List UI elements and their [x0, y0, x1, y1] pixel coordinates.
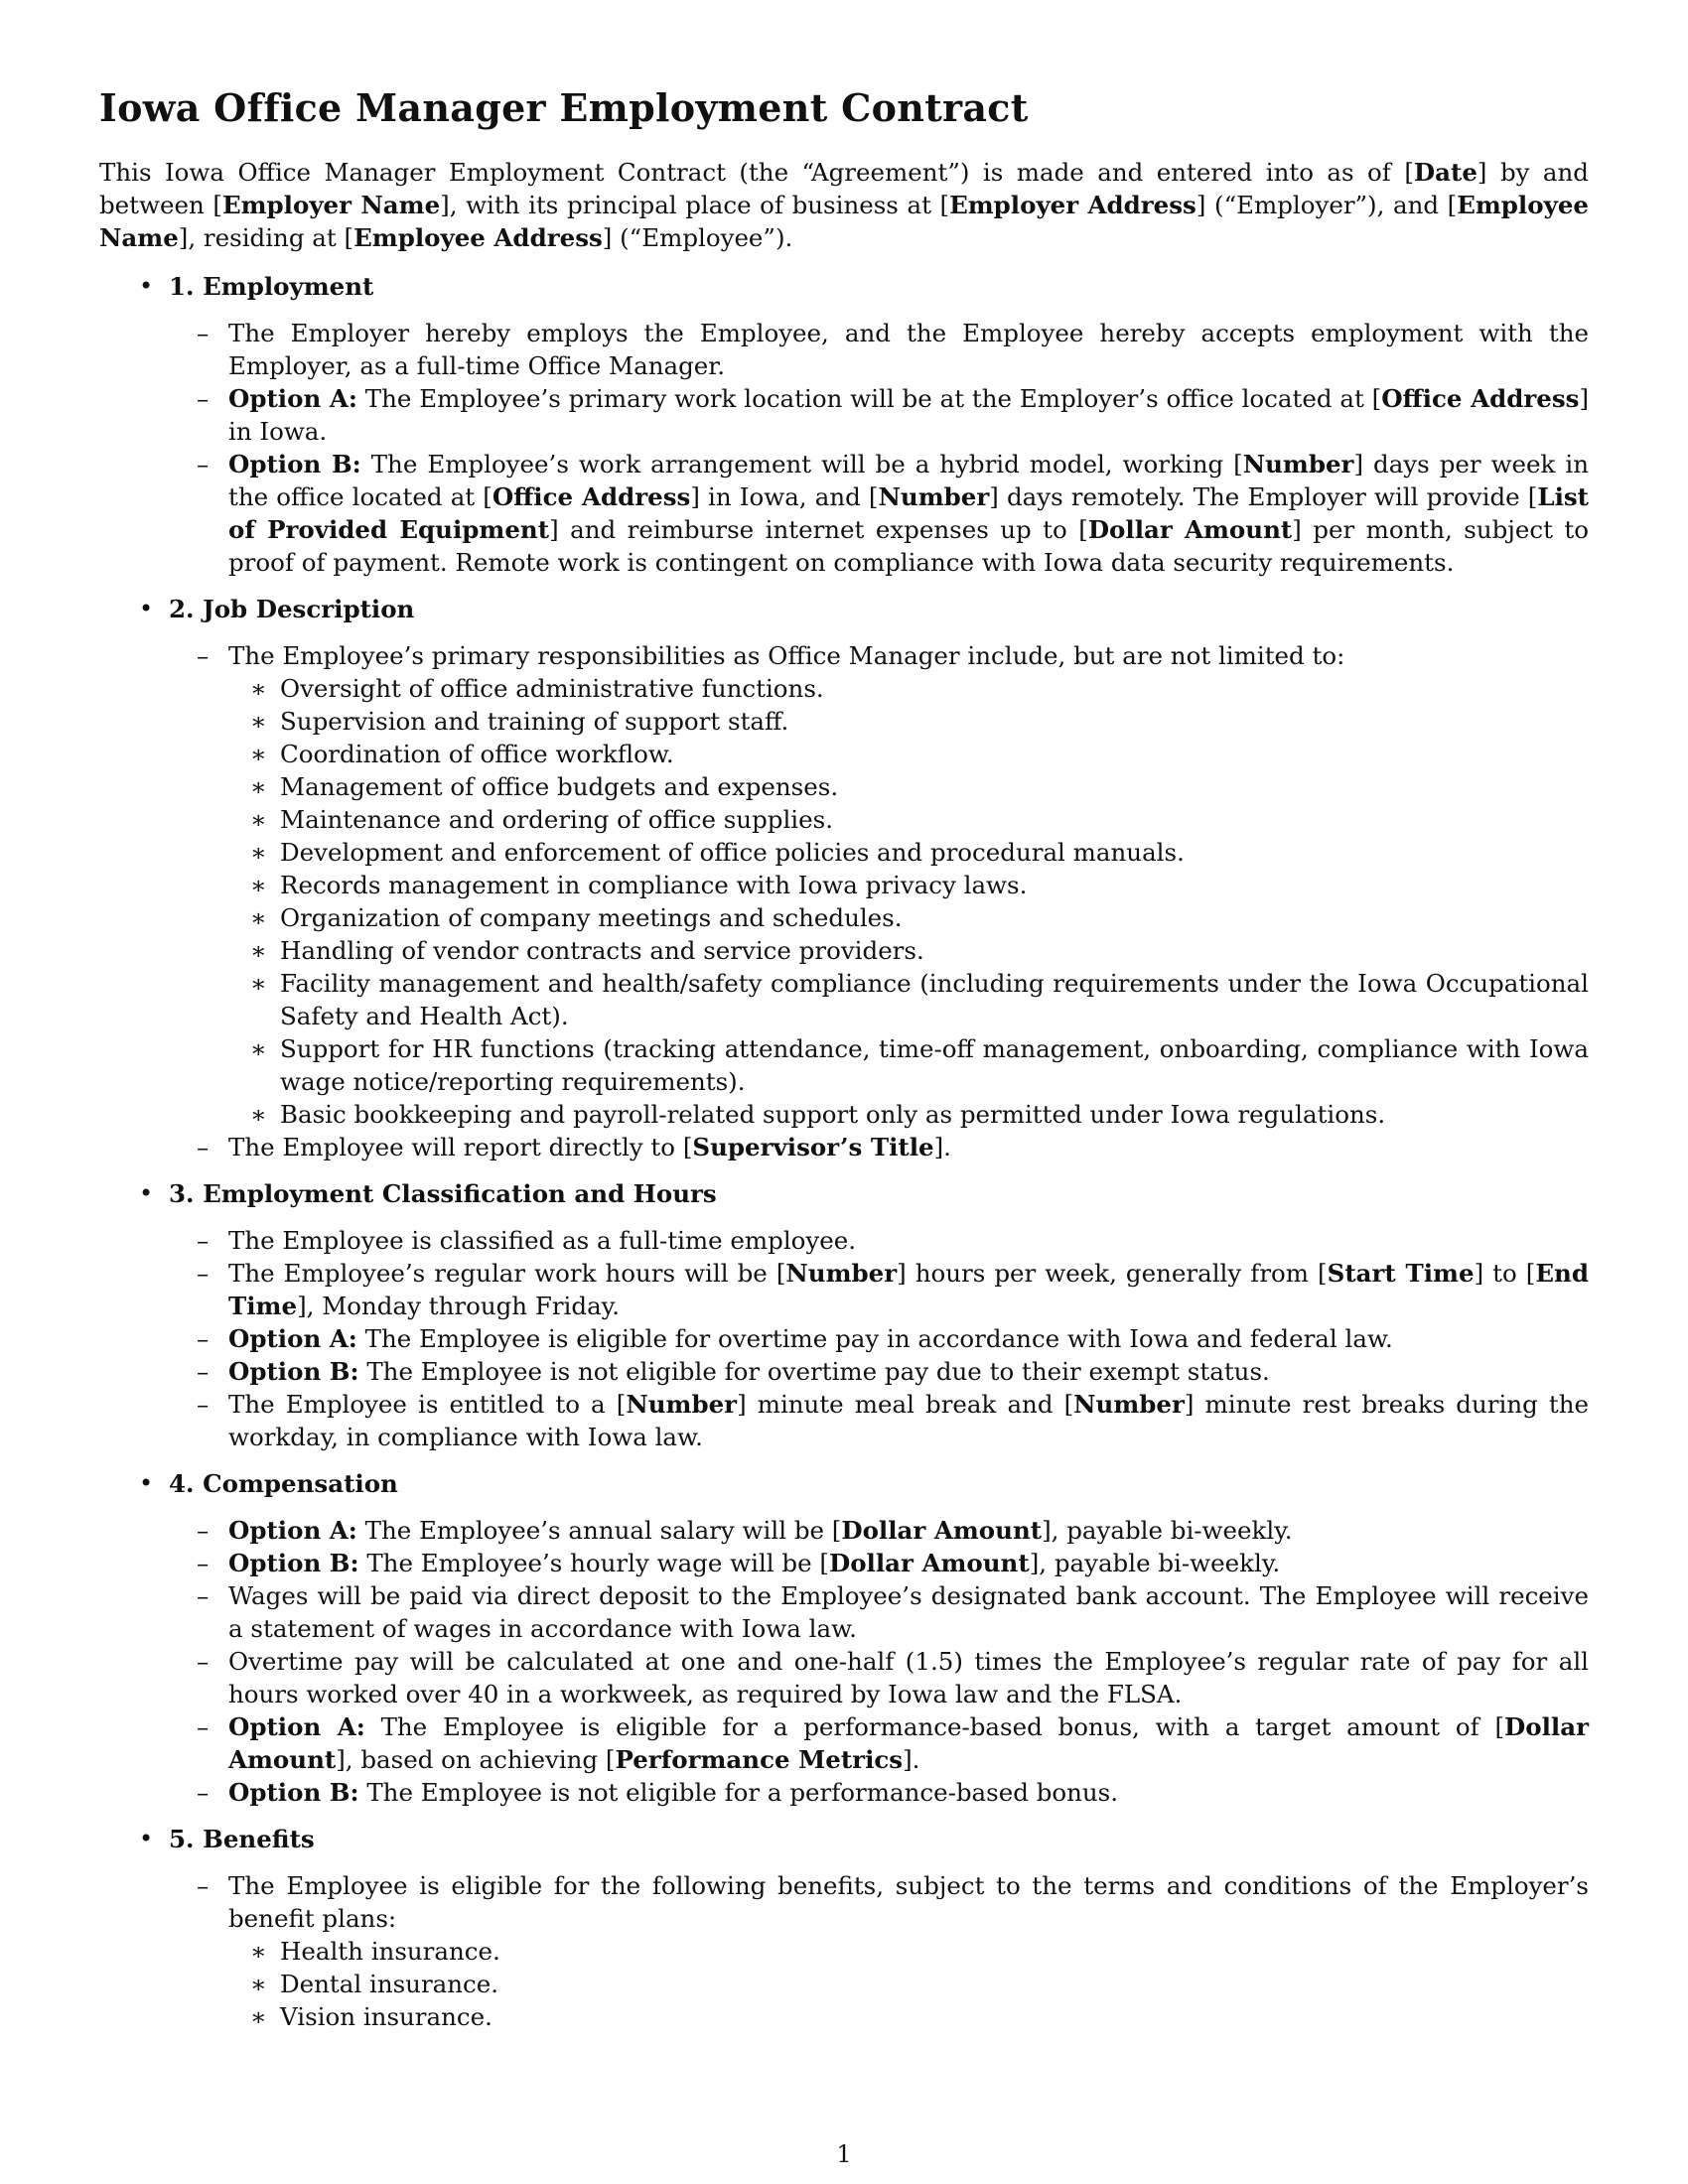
document-title: Iowa Office Manager Employment Contract [99, 85, 1029, 130]
duty-item: ∗ Organization of company meetings and schedules. [250, 903, 903, 932]
clause-item: – The Employee is eligible for the following benefits, subject to the terms and conditions of the Employer’s benefit plans: ∗ Health insurance. ∗ Dental insurance. ∗ Vision insurance. [197, 1871, 1589, 2031]
benefit-item: ∗ Health insurance. [250, 1937, 500, 1966]
section-heading: 2. Job Description [169, 595, 415, 623]
duty-item: ∗ Handling of vendor contracts and service providers. [250, 936, 924, 965]
duty-item: ∗ Support for HR functions (tracking attendance, time-off management, onboarding, compliance with Iowa wage notice/reporting requirements). [250, 1034, 1589, 1096]
duties-list [228, 672, 1589, 1131]
clause-item: – Option A: The Employee’s annual salary will be [Dollar Amount], payable bi-weekly. [197, 1516, 1293, 1545]
clause-item: – Overtime pay will be calculated at one and one-half (1.5) times the Employee’s regular rate of pay for all hours worked over 40 in a workweek, as required by Iowa law and the FLSA. [197, 1647, 1589, 1708]
clause-item: – The Employee is classified as a full-time employee. [197, 1226, 857, 1255]
duty-item: ∗ Facility management and health/safety compliance (including requirements under the Iowa Occupational Safety and Health Act). [250, 969, 1589, 1030]
document-page [99, 85, 1589, 2047]
clause-item: – Option A: The Employee’s primary work location will be at the Employer’s office located at [Office Address] in Iowa. [197, 384, 1589, 446]
section-heading: 4. Compensation [169, 1469, 398, 1498]
section-classification-hours [99, 1177, 1589, 1453]
duty-item: ∗ Maintenance and ordering of office supplies. [250, 805, 833, 834]
section-list [99, 270, 1589, 2033]
page-number: 1 [836, 2140, 852, 2168]
section-employment [99, 270, 1589, 579]
bullet-marker: • [139, 1179, 154, 1207]
duty-item: ∗ Development and enforcement of office policies and procedural manuals. [250, 838, 1185, 867]
clause-item: – Option A: The Employee is eligible for overtime pay in accordance with Iowa and federal law. [197, 1324, 1393, 1353]
clause-item: – The Employer hereby employs the Employee, and the Employee hereby accepts employment with the Employer, as a full-time Office Manager. [197, 319, 1589, 380]
duty-item: ∗ Coordination of office workflow. [250, 740, 674, 768]
intro-paragraph: This Iowa Office Manager Employment Contract (the “Agreement”) is made and entered into as of [Date] by and between [Employer Name], with its principal place of business at [Employer Address] (“Employer”), and [Employee Name], residing at [Employee Address] (“Employee”). [99, 158, 1589, 252]
duty-item: ∗ Basic bookkeeping and payroll-related support only as permitted under Iowa regulations. [250, 1100, 1386, 1129]
duty-item: ∗ Oversight of office administrative functions. [250, 674, 824, 703]
bullet-marker: • [139, 272, 154, 300]
benefit-item: ∗ Dental insurance. [250, 1970, 499, 1998]
duty-item: ∗ Supervision and training of support staff. [250, 707, 789, 736]
bullet-marker: • [139, 1825, 154, 1852]
bullet-marker: • [139, 595, 154, 622]
clause-item: – Option B: The Employee’s work arrangement will be a hybrid model, working [Number] days per week in the office located at [Office Address] in Iowa, and [Number] days remotely. The Employer will provide [List of Provided Equipment] and reimburse internet expenses up to [Dollar Amount] per month, subject to proof of payment. Remote work is contingent on compliance with Iowa data security requirements. [197, 450, 1590, 577]
section-benefits [99, 1823, 1589, 2033]
section-heading: 3. Employment Classification and Hours [169, 1179, 717, 1208]
bullet-marker: • [139, 1469, 154, 1497]
clause-item: – Option A: The Employee is eligible for a performance-based bonus, with a target amount of [Dollar Amount], based on achieving [Performance Metrics]. [197, 1712, 1589, 1774]
clause-item: – The Employee’s regular work hours will be [Number] hours per week, generally from [Start Time] to [End Time], Monday through Friday. [197, 1259, 1589, 1320]
clause-item: – Wages will be paid via direct deposit to the Employee’s designated bank account. The Employee will receive a statement of wages in accordance with Iowa law. [197, 1581, 1589, 1643]
benefits-list [228, 1935, 1589, 2033]
benefit-item: ∗ Vision insurance. [250, 2002, 492, 2031]
duty-item: ∗ Records management in compliance with Iowa privacy laws. [250, 871, 1028, 899]
section-compensation [99, 1467, 1589, 1809]
section-job-description [99, 593, 1589, 1163]
section-heading: 1. Employment [169, 272, 374, 301]
duty-item: ∗ Management of office budgets and expenses. [250, 772, 839, 801]
clause-item: – The Employee is entitled to a [Number] minute meal break and [Number] minute rest breaks during the workday, in compliance with Iowa law. [197, 1390, 1589, 1451]
clause-item: – The Employee’s primary responsibilities as Office Manager include, but are not limited to: ∗ Oversight of office administrative functions. ∗ Supervision and training of support staff. ∗ Coordination of office workflow. ∗ Management of office budgets and expenses. ∗ Maintenance and ordering of office supplies. ∗ Development and enforcement of office policies and procedural manuals. ∗ Records management in compliance with Iowa privacy laws. ∗ Organization of company meetings and schedules. ∗ Handling of vendor contracts and service providers. ∗ Facility management and health/safety compliance (including requirements under the Iowa Occupational Safety and Health Act). ∗ Support for HR functions (tracking attendance, time-off management, onboarding, compliance with Iowa wage notice/reporting requirements). ∗ Basic bookkeeping and payroll-related support only as permitted under Iowa regulations. [197, 641, 1589, 1129]
clause-item: – Option B: The Employee is not eligible for overtime pay due to their exempt status. [197, 1357, 1270, 1386]
clause-item: – Option B: The Employee is not eligible for a performance-based bonus. [197, 1778, 1119, 1807]
section-heading: 5. Benefits [169, 1825, 315, 1853]
clause-item: – The Employee will report directly to [Supervisor’s Title]. [197, 1133, 951, 1161]
clause-item: – Option B: The Employee’s hourly wage will be [Dollar Amount], payable bi-weekly. [197, 1549, 1281, 1577]
